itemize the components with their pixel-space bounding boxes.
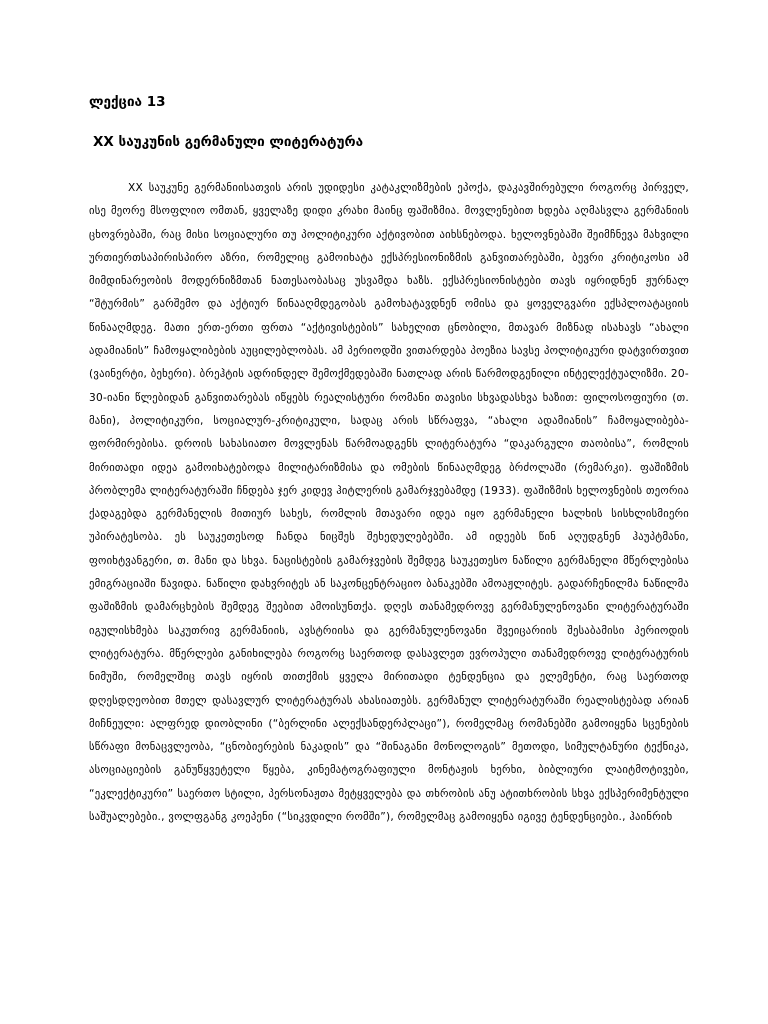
body-paragraph: XX საუკუნე გერმანიისათვის არის უდიდესი კატაკლიზმების ეპოქა, დაკავშირებული როგორც პირველ, ისე მეორე მსოფლიო ომთან, ყველაზე დიდი კრახი მაინც ფაშიზმია. მოვლენებით ხდება აღმასვლა გერმანიის ცხოვრებაში, რაც მისი სოციალური თუ პოლიტიკური აქტივობით აიხსნებოდა. ხელოვნებაში შეიმჩნევა მახვილი ურთიერთსაპირისპირო აზრი, რომელიც გამოიხატა ექსპრესიონიზმის განვითარებაში, ბევრი კრიტიკოსი ამ მიმდინარეობის მოდერნიზმთან ნათესაობასაც უსვამდა ხაზს. ექსპრესიონისტები თავს იყრიდნენ ჟურნალ “შტურმის” გარშემო და აქტიურ წინააღმდეგობას გამოხატავდნენ ომისა და ყოველგვარი ექსპლოატაციის წინააღმდეგ. მათი ერთ-ერთი ფრთა “აქტივისტების” სახელით ცნობილი, მთავარ მიზნად ისახავს “ახალი ადამიანის” ჩამოყალიბების აუცილებლობას. ამ პერიოდში ვითარდება პოეზია სავსე პოლიტიკური დატვირთვით (ვაინერტი, ბეხერი). ბრეჰტის ადრინდელ შემოქმედებაში ნათლად არის წარმოდგენილი ინტელექტუალიზმი. 20-30-იანი წლებიდან განვითარებას იწყებს რეალისტური რომანი თავისი სხვადასხვა ხაზით: ფილოსოფიური (თ. მანი), პოლიტიკური, სოციალურ-კრიტიკული, სადაც არის სწრაფვა, “ახალი ადამიანის” ჩამოყალიბება-ფორმირებისა. დროის სახასიათო მოვლენას წარმოადგენს ლიტერატურა “დაკარგული თაობისა”, რომლის მირითადი იდეა გამოიხატებოდა მილიტარიზმისა და ომების წინააღმდეგ ბრძოლაში (რემარკი). ფაშიზმის პრობლემა ლიტერატურაში ჩნდება ჯერ კიდევ ჰიტლერის გამარჯვებამდე (1933). ფაშიზმის ხელოვნების თეორია ქადაგებდა გერმანელის მითიურ სახეს, რომლის მთავარი იდეა იყო გერმანელი ხალხის სისხლისმიერი უპირატესობა. ეს საუკეთესოდ ჩანდა ნიცშეს შეხედულებებში. ამ იდეებს წინ აღუდგნენ ჰაუპტმანი, ფოიხტვანგერი, თ. მანი და სხვა. ნაცისტების გამარჯვების შემდეგ საუკეთესო ნაწილი გერმანელი მწერლებისა ემიგრაციაში წავიდა. ნაწილი დახვრიტეს ან საკონცენტრაციო ბანაკებში ამოაჟლიტეს. გადარჩენილმა ნაწილმა ფაშიზმის დამარცხების შემდეგ შეებით ამოისუნთქა. დღეს თანამედროვე გერმანულენოვანი ლიტერატურაში იგულისხმება საკუთრივ გერმანიის, ავსტრიისა და გერმანულენოვანი შვეიცარიის შესაბამისი პერიოდის ლიტერატურა. მწერლები განიხილება როგორც საერთოდ დასავლეთ ევროპული თანამედროვე ლიტერატურის ნიმუში, რომელშიც თავს იყრის თითქმის ყველა მირითადი ტენდენცია და ელემენტი, რაც საერთოდ დღესდღეობით მთელ დასავლურ ლიტერატურას ახასიათებს. გერმანულ ლიტერატურაში რეალისტებად არიან მიჩნეული: ალფრედ დიობლინი (“ბერლინი ალექსანდერპლაცი”), რომელმაც რომანებში გამოიყენა სცენების სწრაფი მონაცვლეობა, “ცნობიერების ნაკადის” და “შინაგანი მონოლოგის” მეთოდი, სიმულტანური ტექნიკა, ასოციაციების განუწყვეტელი წყება, კინემატოგრაფიული მონტაჟის ხერხი, ბიბლიური ლაიტმოტივები, “ეკლექტიკური” საერთო სტილი, პერსონაჟთა მეტყველება და თხრობის ანუ ატითხრობის სხვა ექსპერიმენტული საშუალებები., ვოლფგანგ კოეპენი (“სიკვდილი რომში”), რომელმაც გამოიყენა იგივე ტენდენციები., ჰაინრიხ [89, 182, 689, 824]
section-heading: XX საუკუნის გერმანული ლიტერატურა [93, 134, 364, 150]
lecture-title: ლექცია 13 [89, 94, 166, 110]
